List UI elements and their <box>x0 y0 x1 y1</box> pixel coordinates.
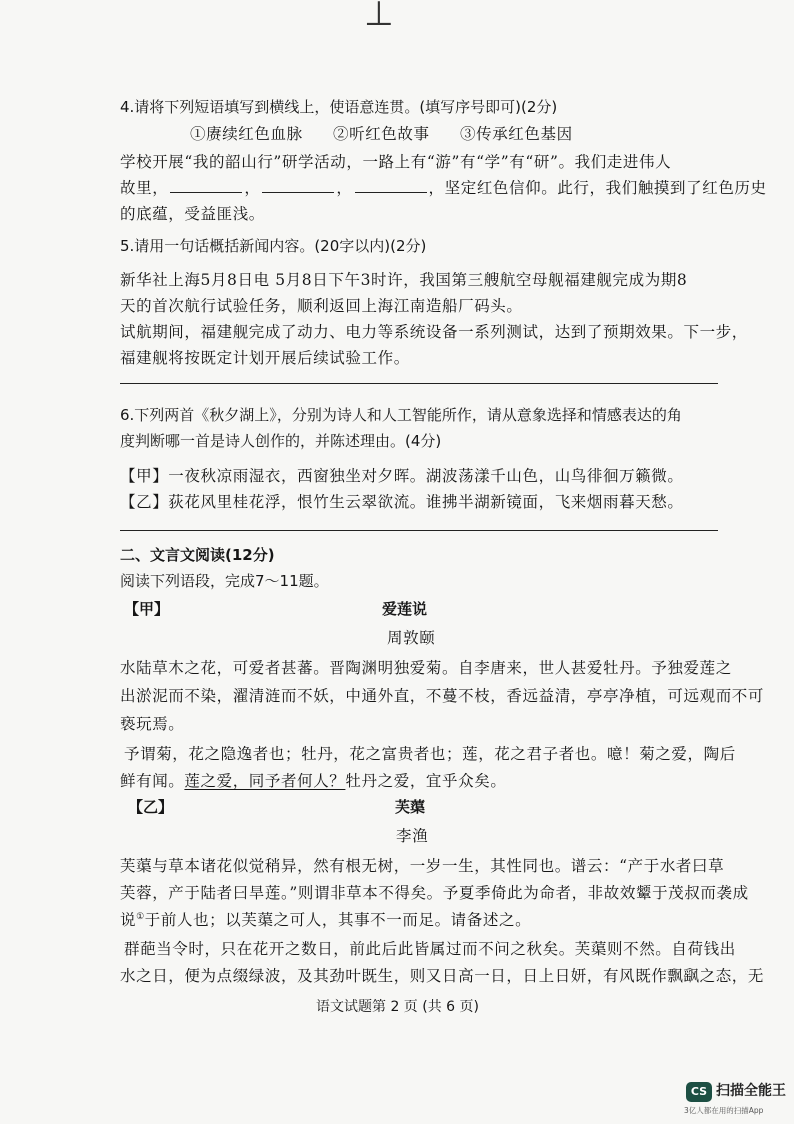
q4-option-1: ①赓续红色血脉 <box>190 125 303 143</box>
q5-news-line-2: 天的首次航行试验任务，顺利返回上海江南造船厂码头。 <box>120 297 523 315</box>
jia-p1-line1: 水陆草木之花，可爱者甚蕃。晋陶渊明独爱菊。自李唐来，世人甚爱牡丹。予独爱莲之 <box>120 659 732 677</box>
page-footer: 语文试题第 2 页 (共 6 页) <box>316 999 479 1015</box>
yi-p1-line1: 芙蕖与草本诸花似觉稍异，然有根无树，一岁一生，其性同也。谱云：“产于水者曰草 <box>120 857 725 875</box>
yi-p1-line3-end: 于前人也；以芙蕖之可人，其事不一而足。请备述之。 <box>144 911 532 929</box>
jia-underlined-sentence: 莲之爱，同予者何人？ <box>184 772 346 790</box>
section2-instruction: 阅读下列语段，完成7～11题。 <box>120 572 329 590</box>
jia-author: 周敦颐 <box>387 629 436 647</box>
jia-p2-line2-start: 鲜有闻。 <box>120 772 185 790</box>
footnote-marker: ① <box>136 911 145 922</box>
scanner-logo-icon: CS <box>686 1082 712 1102</box>
yi-title: 芙蕖 <box>395 798 426 816</box>
jia-label: 【甲】 <box>124 600 170 618</box>
section2-heading: 二、文言文阅读(12分) <box>120 546 275 564</box>
q4-text-line2 <box>120 176 767 198</box>
q4-title: 4.请将下列短语填写到横线上，使语意连贯。(填写序号即可)(2分) <box>120 98 558 116</box>
q4-sep-1: ， <box>244 179 261 197</box>
q5-news-line-1: 新华社上海5月8日电 5月8日下午3时许，我国第三艘航空母舰福建舰完成为期8 <box>120 271 688 289</box>
q4-sep-2: ， <box>336 179 353 197</box>
yi-p2-line1: 群葩当令时，只在花开之数日，前此后此皆属过而不问之秋矣。芙蕖则不然。自荷钱出 <box>124 940 736 958</box>
q4-blank-1[interactable] <box>170 178 242 193</box>
yi-p1-line2: 芙蓉，产于陆者曰旱莲。”则谓非草本不得矣。予夏季倚此为命者，非故效颦于茂叔而袭成 <box>120 884 749 902</box>
q6-title-line2: 度判断哪一首是诗人创作的，并陈述理由。(4分) <box>120 432 442 450</box>
jia-p2-line2-end: 牡丹之爱，宜乎众矣。 <box>345 772 507 790</box>
top-mark: ⊥ <box>364 0 394 34</box>
scanner-brand: 扫描全能王 <box>716 1083 786 1099</box>
q5-news-line-3: 试航期间，福建舰完成了动力、电力等系统设备一系列测试，达到了预期效果。下一步， <box>120 323 748 341</box>
yi-p1-line3-start: 说 <box>120 911 137 929</box>
q4-blank-2[interactable] <box>262 178 334 193</box>
q4-blank-3[interactable] <box>355 178 427 193</box>
q5-title: 5.请用一句话概括新闻内容。(20字以内)(2分) <box>120 237 427 255</box>
q4-option-3: ③传承红色基因 <box>460 125 573 143</box>
q6-title-line1: 6.下列两首《秋夕湖上》，分别为诗人和人工智能所作，请从意象选择和情感表达的角 <box>120 406 682 424</box>
q5-news-line-4: 福建舰将按既定计划开展后续试验工作。 <box>120 349 410 367</box>
q4-text-line2-start: 故里， <box>120 179 169 197</box>
yi-p2-line2: 水之日，便为点缀绿波，及其劲叶既生，则又日高一日，日上日妍，有风既作飘飖之态，无 <box>120 967 765 985</box>
q6-poem-yi: 【乙】荻花风里桂花浮，恨竹生云翠欲流。谁拂半湖新镜面，飞来烟雨暮天愁。 <box>120 493 684 511</box>
yi-p1-line3 <box>120 908 531 930</box>
q6-poem-jia: 【甲】一夜秋凉雨湿衣，西窗独坐对夕晖。湖波荡漾千山色，山鸟徘徊万籁微。 <box>120 467 684 485</box>
q6-answer-line[interactable] <box>120 530 718 531</box>
jia-p1-line3: 亵玩焉。 <box>120 715 185 733</box>
jia-p1-line2: 出淤泥而不染，濯清涟而不妖，中通外直，不蔓不枝，香远益清，亭亭净植，可远观而不可 <box>120 687 765 705</box>
jia-p2-line2 <box>120 769 506 791</box>
scanner-tagline: 3亿人都在用的扫描App <box>684 1106 764 1115</box>
jia-title: 爱莲说 <box>382 600 428 618</box>
q4-text-line3: 的底蕴，受益匪浅。 <box>120 205 265 223</box>
q4-option-2: ②听红色故事 <box>333 125 430 143</box>
yi-author: 李渔 <box>396 827 429 845</box>
jia-p2-line1: 予谓菊，花之隐逸者也；牡丹，花之富贵者也；莲，花之君子者也。噫！菊之爱，陶后 <box>124 745 736 763</box>
q4-text-line1: 学校开展“我的韶山行”研学活动，一路上有“游”有“学”有“研”。我们走进伟人 <box>120 153 672 171</box>
yi-label: 【乙】 <box>128 798 174 816</box>
q4-text-line2-end: ，坚定红色信仰。此行，我们触摸到了红色历史 <box>428 179 767 197</box>
q5-answer-line[interactable] <box>120 383 718 384</box>
